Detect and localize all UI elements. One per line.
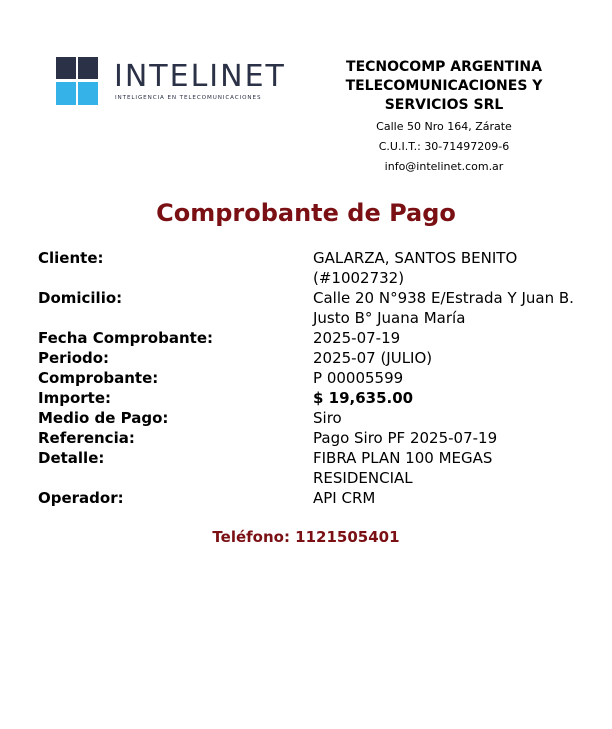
detail-row-referencia	[38, 428, 586, 448]
detail-value: 2025-07 (JULIO)	[313, 349, 433, 367]
company-logo	[56, 57, 286, 107]
detail-label: Detalle:	[38, 449, 105, 467]
detail-label: Domicilio:	[38, 289, 123, 307]
document-header	[0, 0, 612, 185]
detail-row-cliente	[38, 248, 586, 288]
detail-row-periodo	[38, 348, 586, 368]
logo-squares-icon	[56, 57, 98, 105]
detail-row-importe	[38, 388, 586, 408]
detail-value: Siro	[313, 409, 342, 427]
detail-value: GALARZA, SANTOS BENITO (#1002732)	[313, 249, 518, 287]
company-name: TECNOCOMP ARGENTINA TELECOMUNICACIONES Y SERVICIOS SRL	[345, 59, 543, 113]
detail-value: Pago Siro PF 2025-07-19	[313, 429, 498, 447]
detail-value: FIBRA PLAN 100 MEGAS RESIDENCIAL	[313, 449, 493, 487]
detail-label: Cliente:	[38, 249, 104, 267]
logo-square-top-left	[56, 57, 76, 79]
logo-square-top-right	[78, 57, 98, 79]
detail-row-fecha	[38, 328, 586, 348]
detail-label: Periodo:	[38, 349, 110, 367]
logo-square-bottom-right	[78, 82, 98, 105]
detail-row-detalle	[38, 448, 586, 488]
detail-row-medio-pago	[38, 408, 586, 428]
detail-row-operador	[38, 488, 586, 508]
company-address: Calle 50 Nro 164, Zárate	[376, 120, 512, 133]
detail-label: Fecha Comprobante:	[38, 329, 213, 347]
logo-square-bottom-left	[56, 82, 76, 105]
company-info	[330, 58, 558, 177]
detail-value: Calle 20 N°938 E/Estrada Y Juan B. Justo B° Juana María	[313, 289, 574, 327]
payment-details	[38, 248, 586, 508]
detail-value-amount: $ 19,635.00	[313, 389, 414, 407]
logo-name: INTELINET	[114, 59, 286, 94]
document-title: Comprobante de Pago	[156, 199, 456, 227]
detail-label: Importe:	[38, 389, 111, 407]
contact-phone: Teléfono: 1121505401	[212, 528, 400, 546]
detail-value: P 00005599	[313, 369, 404, 387]
logo-tagline: INTELIGENCIA EN TELECOMUNICACIONES	[115, 95, 262, 101]
detail-label: Referencia:	[38, 429, 135, 447]
detail-label: Medio de Pago:	[38, 409, 169, 427]
detail-row-domicilio	[38, 288, 586, 328]
company-cuit: C.U.I.T.: 30-71497209-6	[378, 140, 510, 153]
detail-label: Comprobante:	[38, 369, 159, 387]
detail-label: Operador:	[38, 489, 124, 507]
detail-value: 2025-07-19	[313, 329, 401, 347]
detail-row-comprobante	[38, 368, 586, 388]
detail-value: API CRM	[313, 489, 376, 507]
company-email: info@intelinet.com.ar	[384, 160, 504, 173]
